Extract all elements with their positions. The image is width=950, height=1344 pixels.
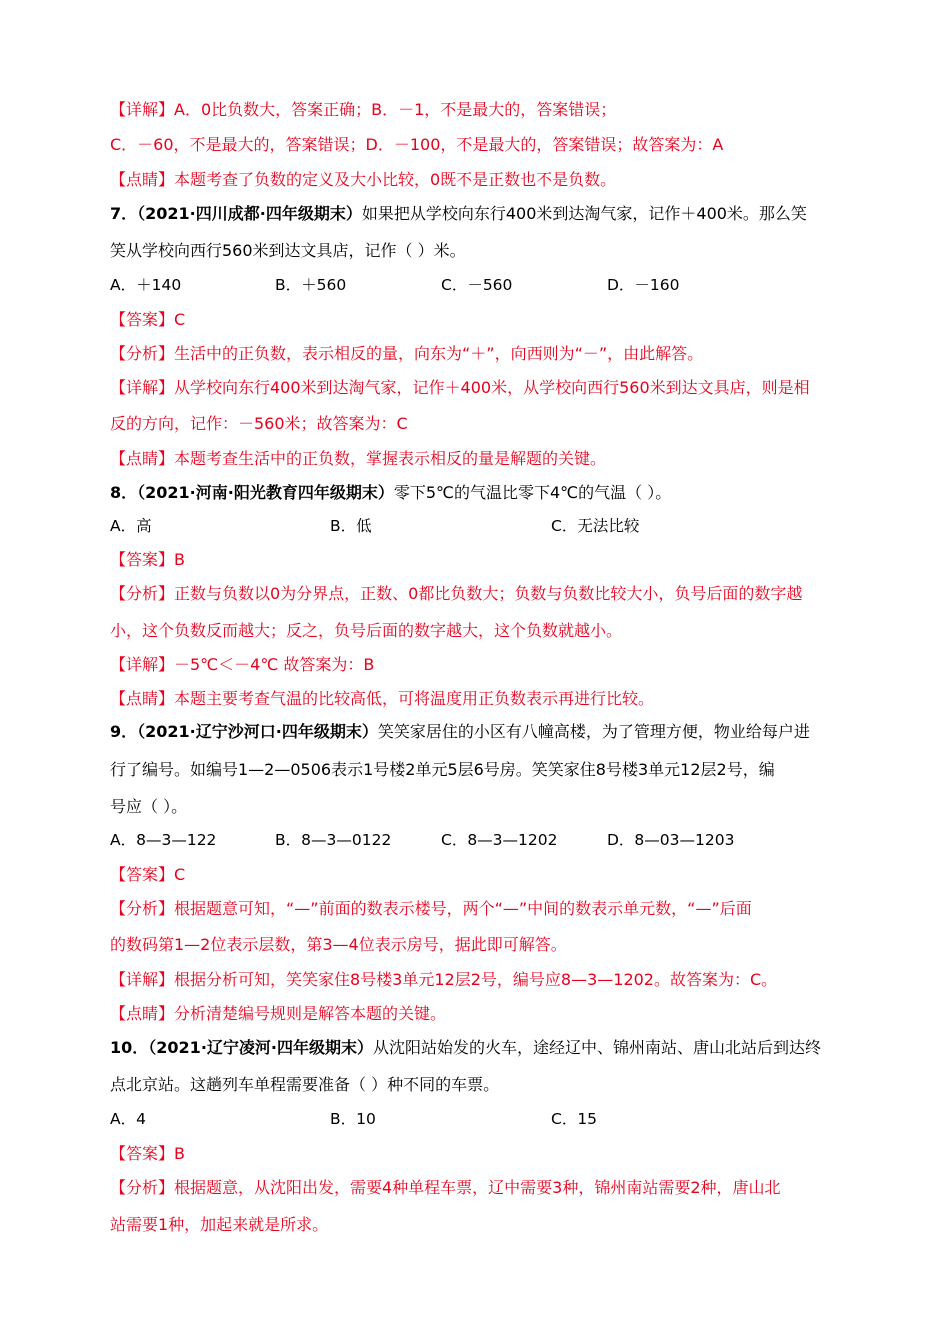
question-number: 9． — [110, 722, 138, 741]
question-10-stem — [110, 1038, 821, 1058]
option-a: A．8—3—122 — [110, 831, 217, 849]
question-9-stem — [110, 722, 810, 742]
answer-line: 【答案】B — [110, 1144, 185, 1163]
analysis-line: 站需要1种，加起来就是所求。 — [110, 1215, 329, 1234]
option-c: C．－560 — [441, 276, 513, 294]
comment-line: 【点睛】本题考查了负数的定义及大小比较，0既不是正数也不是负数。 — [110, 170, 617, 189]
comment-line: 【点睛】本题考查生活中的正负数，掌握表示相反的量是解题的关键。 — [110, 449, 607, 468]
question-8-stem — [110, 483, 671, 503]
question-number: 10． — [110, 1038, 149, 1057]
answer-line: 【答案】B — [110, 550, 185, 569]
answer-line: 【答案】C — [110, 865, 186, 884]
explanation-line: 【详解】根据分析可知，笑笑家住8号楼3单元12层2号，编号应8—3—1202。故答案为：C。 — [110, 970, 778, 989]
question-text: 行了编号。如编号1—2—0506表示1号楼2单元5层6号房。笑笑家住8号楼3单元12层2号，编 — [110, 760, 775, 779]
answer-line: 【答案】C — [110, 310, 186, 329]
option-b: B．低 — [330, 517, 372, 535]
analysis-line: 【分析】正数与负数以0为分界点，正数、0都比负数大；负数与负数比较大小，负号后面的数字越 — [110, 584, 803, 603]
question-text: 号应（ ）。 — [110, 797, 188, 816]
question-7-stem — [110, 204, 807, 224]
option-a: A．高 — [110, 517, 152, 535]
question-text: 零下5℃的气温比零下4℃的气温（ ）。 — [393, 483, 672, 502]
question-source: （2021·辽宁沙河口·四年级期末） — [137, 722, 378, 741]
option-d: D．8—03—1203 — [607, 831, 735, 849]
question-text: 如果把从学校向东行400米到达淘气家，记作＋400米。那么笑 — [361, 204, 807, 223]
question-number: 8． — [110, 483, 138, 502]
analysis-line: 【分析】根据题意可知，“—”前面的数表示楼号，两个“—”中间的数表示单元数，“—”后面 — [110, 899, 752, 918]
question-source: （2021·四川成都·四年级期末） — [137, 204, 362, 223]
explanation-line: C．－60，不是最大的，答案错误；D．－100，不是最大的，答案错误；故答案为：A — [110, 135, 724, 154]
comment-line: 【点睛】本题主要考查气温的比较高低，可将温度用正负数表示再进行比较。 — [110, 689, 655, 708]
question-number: 7． — [110, 204, 138, 223]
option-b: B．8—3—0122 — [275, 831, 392, 849]
analysis-line: 【分析】生活中的正负数，表示相反的量，向东为“＋”，向西则为“－”，由此解答。 — [110, 344, 704, 363]
explanation-line: 【详解】从学校向东行400米到达淘气家，记作＋400米，从学校向西行560米到达文具店，则是相 — [110, 378, 810, 397]
option-c: C．无法比较 — [551, 517, 640, 535]
question-text: 点北京站。这趟列车单程需要准备（ ）种不同的车票。 — [110, 1075, 500, 1094]
explanation-line: 反的方向，记作：－560米；故答案为：C — [110, 414, 408, 433]
analysis-line: 【分析】根据题意，从沈阳出发，需要4种单程车票，辽中需要3种，锦州南站需要2种，唐山北 — [110, 1178, 781, 1197]
comment-line: 【点睛】分析清楚编号规则是解答本题的关键。 — [110, 1004, 447, 1023]
option-c: C．8—3—1202 — [441, 831, 558, 849]
analysis-line: 小，这个负数反而越大；反之，负号后面的数字越大，这个负数就越小。 — [110, 621, 623, 640]
explanation-line: 【详解】A．0比负数大，答案正确；B．－1，不是最大的，答案错误； — [110, 100, 617, 119]
question-source: （2021·辽宁凌河·四年级期末） — [148, 1038, 373, 1057]
explanation-line: 【详解】－5℃＜－4℃ 故答案为：B — [110, 655, 375, 674]
option-b: B．＋560 — [275, 276, 347, 294]
question-text: 从沈阳站始发的火车，途经辽中、锦州南站、唐山北站后到达终 — [372, 1038, 821, 1057]
analysis-line: 的数码第1—2位表示层数，第3—4位表示房号，据此即可解答。 — [110, 935, 567, 954]
option-d: D．－160 — [607, 276, 680, 294]
question-source: （2021·河南·阳光教育四年级期末） — [137, 483, 394, 502]
option-b: B．10 — [330, 1110, 376, 1128]
option-a: A．＋140 — [110, 276, 182, 294]
question-text: 笑从学校向西行560米到达文具店，记作（ ）米。 — [110, 241, 466, 260]
question-text: 笑笑家居住的小区有八幢高楼，为了管理方便，物业给每户进 — [377, 722, 810, 741]
option-c: C．15 — [551, 1110, 598, 1128]
option-a: A．4 — [110, 1110, 146, 1128]
